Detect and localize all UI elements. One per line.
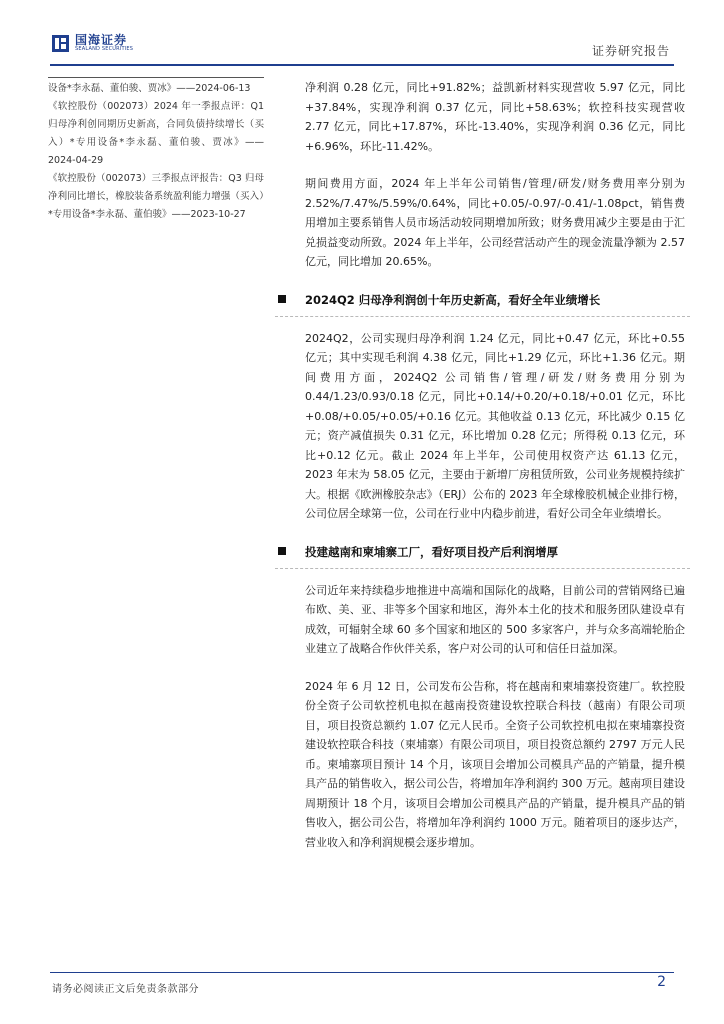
header-divider: [50, 64, 674, 66]
related-report-item[interactable]: 《软控股份（002073）2024 年一季报点评：Q1 归母净利创同期历史新高，合同负债持续增长（买入）*专用设备*李永磊、董伯骏、贾冰》——2024-04-29: [48, 101, 264, 166]
section-bullet-icon: [278, 547, 286, 555]
logo-mark-icon: [52, 35, 69, 52]
body-paragraph: 公司近年来持续稳步地推进中高端和国际化的战略，目前公司的营销网络已遍布欧、美、亚、非等多个国家和地区，海外本土化的技术和服务团队建设卓有成效，可辐射全球 60 多个国家和地区的 500 多家客户，并与众多高端轮胎企业建立了战略合作伙伴关系，客户对公司的认可和信任日益加深。: [305, 583, 685, 655]
section-title: 投建越南和柬埔寨工厂，看好项目投产后利润增厚: [305, 544, 558, 559]
related-report-item[interactable]: 《软控股份（002073）三季报点评报告：Q3 归母净利同比增长，橡胶装备系统盈利能力增强（买入）*专用设备*李永磊、董伯骏》——2023-10-27: [48, 173, 264, 220]
section-divider: [275, 568, 690, 569]
page-header: [0, 0, 724, 72]
section-title: 2024Q2 归母净利润创十年历史新高，看好全年业绩增长: [305, 292, 601, 307]
related-report-item[interactable]: 设备*李永磊、董伯骏、贾冰》——2024-06-13: [48, 83, 251, 94]
logo-chinese-name: 国海证券: [75, 33, 128, 47]
section-divider: [275, 316, 690, 317]
page-number: 2: [657, 974, 666, 990]
sidebar-divider: [48, 77, 264, 78]
footer-disclaimer: 请务必阅读正文后免责条款部分: [52, 984, 199, 995]
main-content: [305, 78, 685, 852]
logo-english-name: SEALAND SECURITIES: [75, 46, 134, 52]
body-paragraph: 净利润 0.28 亿元，同比+91.82%；益凯新材料实现营收 5.97 亿元，同比+37.84%，实现净利润 0.37 亿元，同比+58.63%；软控科技实现营收 2.77 亿元，同比+17.87%，环比-13.40%，实现净利润 0.36 亿元，同比+6.96%，环比-11.42%。: [305, 81, 685, 153]
section-bullet-icon: [278, 295, 286, 303]
body-paragraph: 2024 年 6 月 12 日，公司发布公告称，将在越南和柬埔寨投资建厂。软控股份全资子公司软控机电拟在越南投资建设软控联合科技（越南）有限公司项目，项目投资总额约 1.07 亿元人民币。全资子公司软控机电拟在柬埔寨投资建设软控联合科技（柬埔寨）有限公司项目，项目投资总额约 2797 万元人民币。柬埔寨项目预计 14 个月，该项目会增加公司模具产品的产销量，提升模具产品的销售收入，据公司公告，将增加年净利润约 300 万元。越南项目建设周期预计 18 个月，该项目会增加公司模具产品的产销量，提升模具产品的销售收入，据公司公告，将增加年净利润约 1000 万元。随着项目的逐步达产，营业收入和净利润规模会逐步增加。: [305, 679, 685, 849]
company-logo: [52, 34, 133, 53]
body-paragraph: 2024Q2，公司实现归母净利润 1.24 亿元，同比+0.47 亿元，环比+0.55 亿元；其中实现毛利润 4.38 亿元，同比+1.29 亿元，环比+1.36 亿元。期间费用方面，2024Q2 公司销售/管理/研发/财务费用分别为 0.44/1.23/0.93/0.18 亿元，同比+0.14/+0.20/+0.18/+0.01 亿元，环比+0.08/+0.05/+0.05/+0.16 亿元。其他收益 0.13 亿元，环比减少 0.15 亿元；资产减值损失 0.31 亿元，环比增加 0.28 亿元；所得税 0.13 亿元，环比+0.12 亿元。截止 2024 年上半年，公司使用权资产达 61.13 亿元，2023 年末为 58.05 亿元，主要由于新增厂房租赁所致，公司业务规模持续扩大。根据《欧洲橡胶杂志》（ERJ）公布的 2023 年全球橡胶机械企业排行榜，公司位居全球第一位，公司在行业中内稳步前进，看好公司全年业绩增长。: [305, 331, 685, 520]
section-q2-profit: [305, 290, 685, 524]
report-type-label: 证券研究报告: [591, 44, 670, 58]
body-paragraph: 期间费用方面，2024 年上半年公司销售/管理/研发/财务费用率分别为 2.52%/7.47%/5.59%/0.64%，同比+0.05/-0.97/-0.41/-1.08pct，销售费用增加主要系销售人员市场活动较同期增加所致；财务费用减少主要是由于汇兑损益变动所致。2024 年上半年，公司经营活动产生的现金流量净额为 2.57 亿元，同比增加 20.65%。: [305, 177, 685, 268]
section-overseas-plants: [305, 542, 685, 853]
footer-divider: [50, 972, 674, 973]
related-reports-sidebar: [48, 77, 264, 224]
